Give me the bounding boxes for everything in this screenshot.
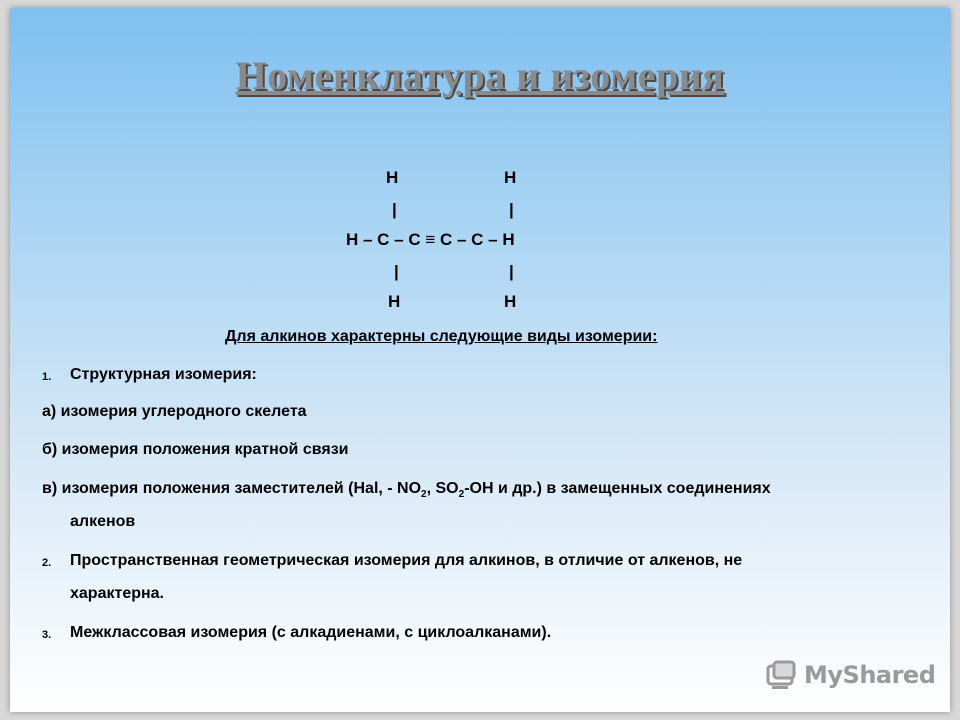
formula-bottom-h-right: H [504,292,517,311]
isomerism-lead: Для алкинов характерны следующие виды изомерии: [225,328,658,345]
myshared-logo-icon [766,660,798,690]
item-1a-text: а) изомерия углеродного скелета [42,403,307,420]
formula-main-chain: H – C – C ≡ C – C – H [346,230,515,249]
item-1c-text [42,480,771,500]
item-1c-mid: , SO [426,480,459,497]
formula-bottom-bond-right: | [509,262,514,281]
slide-title: Номенклатура и изомерия [235,53,725,98]
formula-top-bond-left: | [392,200,397,219]
item-1c-sub1: 2 [421,489,427,501]
myshared-watermark [766,656,935,694]
item-2-continuation: характерна. [70,585,164,602]
formula-bottom-h-left: H [388,292,401,311]
item-1-text: Структурная изомерия: [70,366,257,383]
item-1c-continuation: алкенов [70,513,136,530]
formula-top-bond-right: | [509,200,514,219]
watermark-text: MyShared [804,661,936,689]
item-1c-sub2: 2 [458,489,465,501]
item-1b-text: б) изомерия положения кратной связи [42,441,349,458]
item-3-number: 3. [42,629,52,641]
formula-bottom-bond-left: | [394,262,399,281]
item-1c-start: в) изомерия положения заместителей (Hal, - NO [42,480,422,497]
item-1-number: 1. [42,371,52,383]
structural-formula [0,0,960,330]
formula-top-h-right: H [504,168,517,187]
item-2-number: 2. [42,557,52,569]
item-2-text: Пространственная геометрическая изомерия для алкинов, в отличие от алкенов, не [70,552,743,569]
item-1c-end: -OH и др.) в замещенных соединениях [464,480,771,497]
item-3-text: Межклассовая изомерия (с алкадиенами, с циклоалканами). [70,624,552,641]
formula-top-h-left: H [386,168,399,187]
